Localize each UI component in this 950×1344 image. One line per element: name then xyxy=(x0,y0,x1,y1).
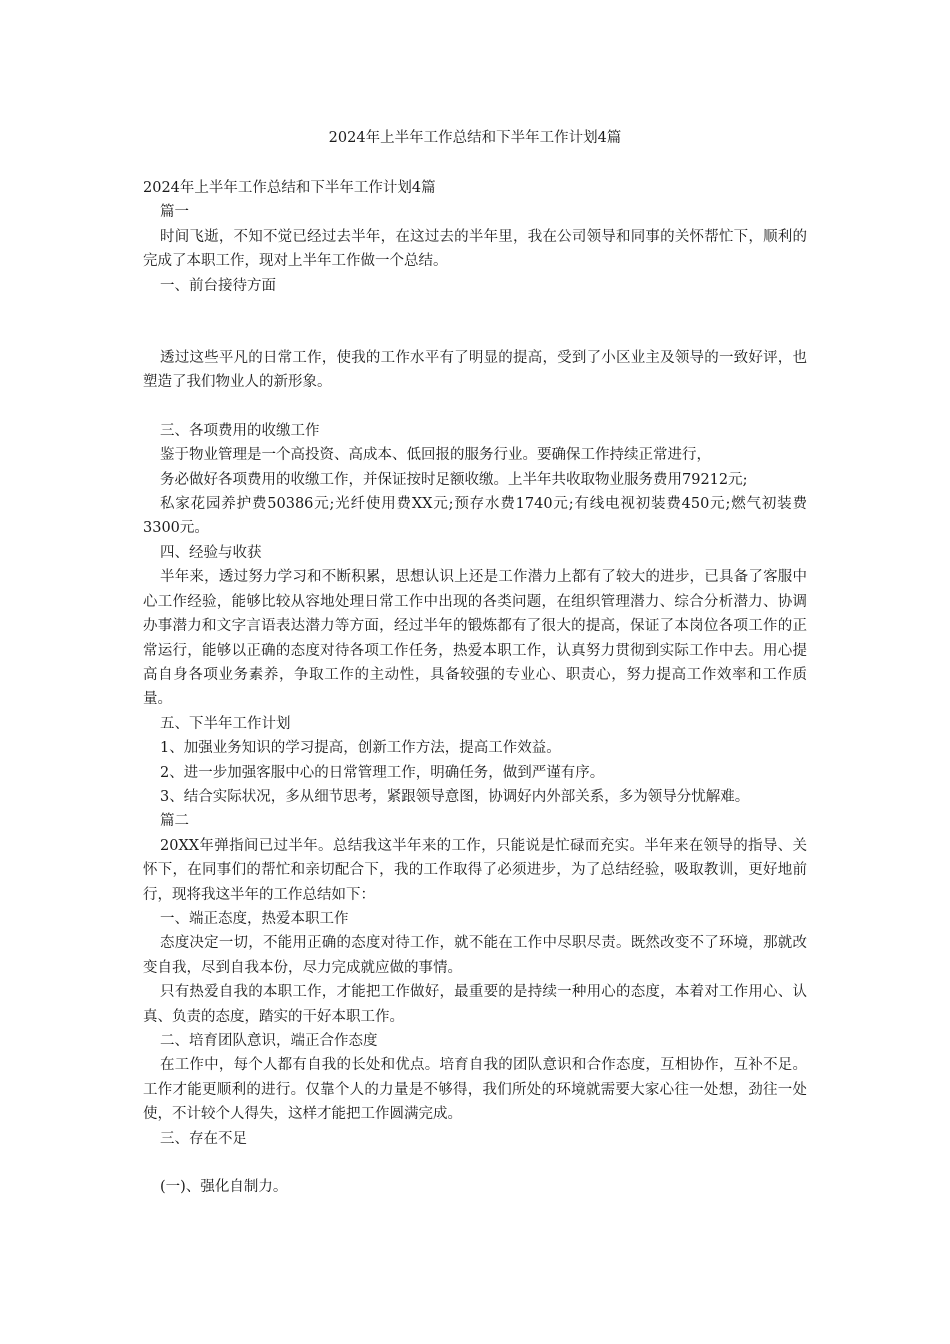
blank-space xyxy=(143,1151,807,1175)
section-heading: 二、培育团队意识，端正合作态度 xyxy=(160,1033,378,1049)
document-title: 2024年上半年工作总结和下半年工作计划4篇 xyxy=(328,130,622,146)
section-heading: 篇一 xyxy=(160,204,189,221)
paragraph: 务必做好各项费用的收缴工作，并保证按时足额收缴。上半年共收取物业服务费用79212元; xyxy=(160,471,748,488)
blank-space xyxy=(143,395,807,419)
section-heading: 四、经验与收获 xyxy=(160,544,262,561)
paragraph: 在工作中，每个人都有自我的长处和优点。培育自我的团队意识和合作态度，互相协作，互补不足。工作才能更顺利的进行。仅靠个人的力量是不够得，我们所处的环境就需要大家心往一处想，劲往一处使，不计较个人得失，这样才能把工作圆满完成。 xyxy=(143,1057,807,1123)
section-heading: 篇二 xyxy=(160,813,189,830)
section-heading: 三、存在不足 xyxy=(160,1130,247,1147)
paragraph: 半年来，透过努力学习和不断积累，思想认识上还是工作潜力上都有了较大的进步，已具备了客服中心工作经验，能够比较从容地处理日常工作中出现的各类问题，在组织管理潜力、综合分析潜力、协调办事潜力和文字言语表达潜力等方面，经过半年的锻炼都有了很大的提高，保证了本岗位各项工作的正常运行，能够以正确的态度对待各项工作任务，热爱本职工作，认真努力贯彻到实际工作中去。用心提高自身各项业务素养，争取工作的主动性，具备较强的专业心、职责心，努力提高工作效率和工作质量。 xyxy=(143,569,807,708)
paragraph: 20XX年弹指间已过半年。总结我这半年来的工作，只能说是忙碌而充实。半年来在领导的指导、关怀下，在同事们的帮忙和亲切配合下，我的工作取得了必须进步，为了总结经验，吸取教训，更好地前行，现将我这半年的工作总结如下： xyxy=(143,837,807,903)
section-heading: 一、端正态度，热爱本职工作 xyxy=(160,910,349,927)
list-item: 3、结合实际状况，多从细节思考，紧跟领导意图，协调好内外部关系，多为领导分忧解难。 xyxy=(160,788,750,805)
paragraph: 透过这些平凡的日常工作，使我的工作水平有了明显的提高，受到了小区业主及领导的一致好评，也塑造了我们物业人的新形象。 xyxy=(143,350,807,391)
paragraph: 鉴于物业管理是一个高投资、高成本、低回报的服务行业。要确保工作持续正常进行， xyxy=(160,447,711,464)
section-heading: (一)、强化自制力。 xyxy=(160,1179,288,1196)
blank-space xyxy=(143,298,807,346)
section-heading: 三、各项费用的收缴工作 xyxy=(160,422,320,439)
list-item: 2、进一步加强客服中心的日常管理工作，明确任务，做到严谨有序。 xyxy=(160,764,605,781)
list-item: 1、加强业务知识的学习提高，创新工作方法，提高工作效益。 xyxy=(160,740,561,757)
paragraph: 只有热爱自我的本职工作，才能把工作做好，最重要的是持续一种用心的态度，本着对工作用心、认真、负责的态度，踏实的干好本职工作。 xyxy=(143,984,807,1025)
paragraph: 私家花园养护费50386元;光纤使用费XX元;预存水费1740元;有线电视初装费450元;燃气初装费3300元。 xyxy=(143,496,807,537)
paragraph: 时间飞逝，不知不觉已经过去半年，在这过去的半年里，我在公司领导和同事的关怀帮忙下，顺利的完成了本职工作，现对上半年工作做一个总结。 xyxy=(143,228,807,270)
subtitle-line: 2024年上半年工作总结和下半年工作计划4篇 xyxy=(143,180,436,196)
document-body xyxy=(143,176,807,1199)
paragraph: 态度决定一切，不能用正确的态度对待工作，就不能在工作中尽职尽责。既然改变不了环境，那就改变自我，尽到自我本份，尽力完成就应做的事情。 xyxy=(143,935,807,976)
section-heading: 五、下半年工作计划 xyxy=(160,715,291,732)
section-heading: 一、前台接待方面 xyxy=(160,277,276,294)
